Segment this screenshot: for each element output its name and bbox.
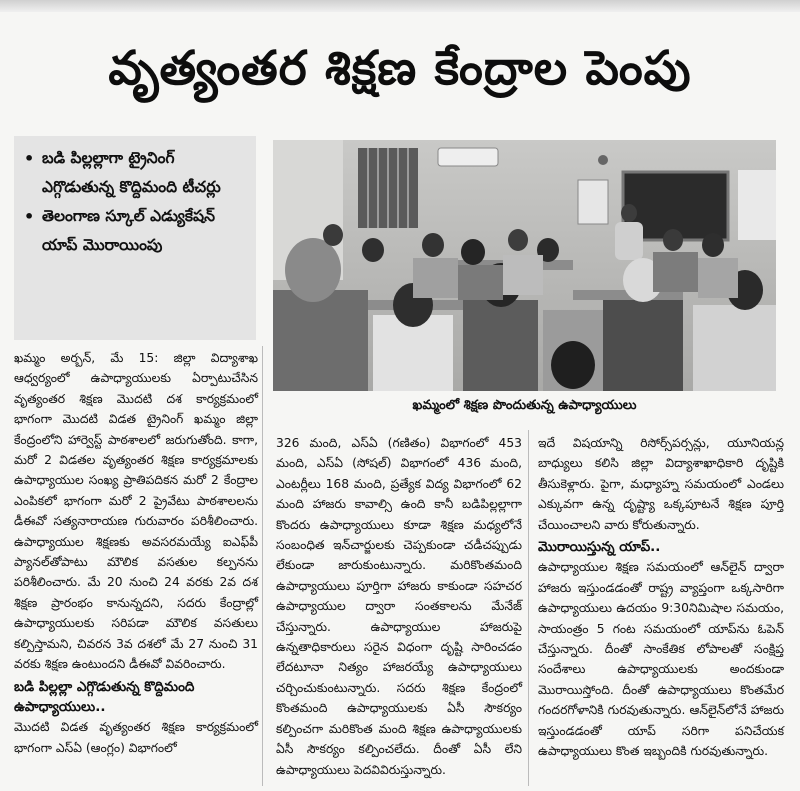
article-subheading: బడి పిల్లల్లా ఎగ్గొడుతున్న కొద్దిమంది ఉపాధ్యాయులు.. — [14, 678, 195, 715]
article-subheading: మొరాయిస్తున్న యాప్.. — [538, 539, 661, 556]
article-column-2 — [276, 433, 522, 780]
article-paragraph: 326 మంది, ఎస్ఏ (గణితం) విభాగంలో 453 మంది, ఎస్ఏ (సోషల్) విభాగంలో 436 మంది, ఎంటర్లీలు 168 మంది, ప్రత్యేక విద్య విభాగంలో 62 మంది హాజరు కావాల్సి ఉంది కానీ బడిపిల్లల్లాగా కొందరు ఉపాధ్యాయులు కూడా శిక్షణ మధ్యలోనే సంబంధిత ఇన్‌చార్జులకు చెప్పకుండా చడీచప్పుడు లేకుండా జారుకుంటున్నారు. మరికొంతమంది ఉపాధ్యాయులు పూర్తిగా హాజరు కాకుండా సహచర ఉపాధ్యాయుల ద్వారా సంతకాలను మేనేజ్ చేస్తున్నారు. ఉపాధ్యాయుల హాజరుపై ఉన్నతాధికారులు సరైన విధంగా దృష్టి సారించడం లేదటూనా నిత్యం హాజరయ్యే ఉపాధ్యాయులు చర్చించుకుంటున్నారు. సదరు శిక్షణ కేంద్రంలో కొంతమంది ఉపాధ్యాయులకు ఏసీ సౌకర్యం కల్పించగా మరికొంత మంది శిక్షణ ఉపాధ్యాయులకు ఏసీ సౌకర్యం కల్పించలేదు. దీంతో ఏసీ లేని ఉపాధ్యాయులు పెదవివిరుస్తున్నారు. — [276, 436, 522, 777]
highlight-text: బడి పిల్లల్లాగా ట్రైనింగ్ ఎగ్గొడుతున్న కొద్దిమంది టీచర్లు — [42, 149, 221, 196]
page-title: వృత్యంతర శిక్షణ కేంద్రాల పెంపు — [108, 41, 692, 96]
article-paragraph: ఖమ్మం అర్బన్, మే 15: జిల్లా విద్యాశాఖ ఆధ్వర్యంలో ఉపాధ్యాయులకు ఏర్పాటుచేసిన వృత్యంతర శిక్షణ మొదటి దశ కార్యక్రమంలో భాగంగా మొదటి విడత ట్రైనింగ్ ఖమ్మం జిల్లా కేంద్రంలోని హార్వెస్ట్ పాఠశాలలో జరుగుతోంది. కాగా, మరో 2 విడతల వృత్యంతర శిక్షణ కార్యక్రమాలకు ఉపాధ్యాయుల సంఖ్య ప్రాతిపదికన మరో 2 కేంద్రాల ఎంపికలో భాగంగా మరో 2 ప్రైవేటు పాఠశాలలను డీఈవో సత్యనారాయణ గురువారం పరిశీలించారు. ఉపాధ్యాయుల శిక్షణకు అవసరమయ్యే ఐఎఫ్‌పీ ప్యానల్‌తోపాటు మౌలిక వసతుల కల్పనను పరిశీలించారు. మే 20 నుంచి 24 వరకు 2వ దశ శిక్షణ ప్రారంభం కానున్నదని, సదరు కేంద్రాల్లో ఉపాధ్యాయులకు సరిపడా మౌలిక వసతులు కల్పిస్తామని, చివరన 3వ దశలో మే 27 నుంచి 31 వరకు శిక్షణ ఉంటుందని డీఈవో వివరించారు. — [14, 351, 258, 672]
highlight-text: తెలంగాణ స్కూల్ ఎడ్యుకేషన్ యాప్ మొరాయింపు — [42, 207, 215, 254]
article-column-1 — [14, 348, 258, 758]
photo-caption: ఖమ్మంలో శిక్షణ పొందుతున్న ఉపాధ్యాయులు — [412, 398, 637, 413]
bullet-icon: • — [24, 207, 35, 226]
training-photo — [273, 140, 776, 391]
highlight-item — [24, 144, 248, 202]
article-column-3 — [538, 433, 784, 762]
highlights-box — [14, 136, 256, 340]
article-paragraph: ఉపాధ్యాయుల శిక్షణ సమయంలో ఆన్‌లైన్ ద్వారా హాజరు ఇస్తుండడంతో రాష్ట్ర వ్యాప్తంగా ఒక్కసారిగా ఉపాధ్యాయులు ఉదయం 9:30నిమిషాల సమయం, సాయంత్రం 5 గంట సమయంలో యాప్‌ను ఓపెన్ చేస్తున్నారు. దీంతో సాంకేతిక లోపాలతో సంక్షిప్త సందేశాలు ఉపాధ్యాయులకు అందకుండా మొరాయిస్తోంది. దీంతో ఉపాధ్యాయులు కొంతమేర గందరగోళానికి గురవుతున్నారు. ఆన్‌లైన్‌లోనే హాజరు ఇస్తుండడంతో యాప్ సరిగా పనిచేయక ఉపాధ్యాయులు కొంత ఇబ్బందికి గురవుతున్నారు. — [538, 560, 784, 759]
highlight-item — [24, 202, 248, 260]
bullet-icon: • — [24, 149, 35, 168]
column-divider — [528, 430, 529, 786]
article-paragraph: ఇదే విషయాన్ని రిసోర్స్‌పర్సన్లు, యూనియన్ల బాధ్యులు కలిసి జిల్లా విద్యాశాఖాధికారి దృష్టికి తీసుకెళ్లారు. పైగా, మధ్యాహ్న సమయంలో ఎండలు ఎక్కువగా ఉన్న దృష్ట్యా ఒక్కపూటనే శిక్షణ పూర్తి చేయించాలని వారు కోరుతున్నారు. — [538, 436, 784, 532]
top-strip — [0, 0, 800, 12]
article-paragraph: మొదటి విడత వృత్యంతర శిక్షణ కార్యక్రమంలో భాగంగా ఎస్ఏ (ఆంగ్లం) విభాగంలో — [14, 720, 258, 755]
column-divider — [262, 346, 263, 786]
